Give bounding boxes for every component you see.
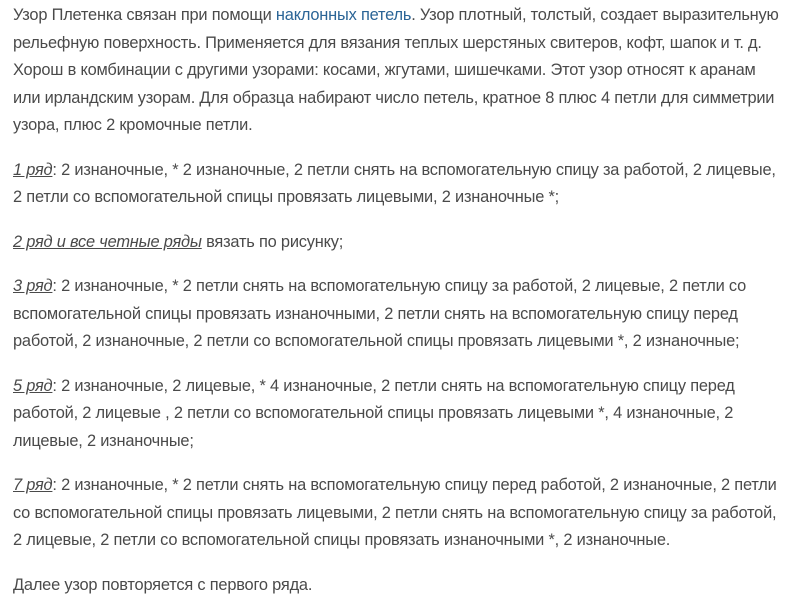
row-5-instructions: : 2 изнаночные, 2 лицевые, * 4 изнаночные, 2 петли снять на вспомогательную спицу перед работой, 2 лицевые , 2 петли со вспомогательной спицы провязать лицевыми *, 4 изнаночные, 2 лицевые, 2 изнаночные; xyxy=(13,376,735,450)
outro-paragraph: Далее узор повторяется с первого ряда. xyxy=(13,575,313,594)
row-7-instructions: : 2 изнаночные, * 2 петли снять на вспомогательную спицу перед работой, 2 изнаночные, 2 петли со вспомогательной спицы провязать лицевыми, 2 петли снять на вспомогательную спицу за работой, 2 лицевые, 2 петли со вспомогательной спицы провязать изнаночными *, 2 изнаночные. xyxy=(13,476,777,549)
article-body xyxy=(13,0,785,599)
row-1-paragraph xyxy=(13,157,785,212)
row-2-paragraph xyxy=(13,229,785,257)
row-2-label: 2 ряд и все четные ряды xyxy=(13,232,202,251)
row-2-instructions: вязать по рисунку; xyxy=(201,232,344,251)
row-1-instructions: : 2 изнаночные, * 2 изнаночные, 2 петли снять на вспомогательную спицу за работой, 2 лицевые, 2 петли со вспомогательной спицы провязать лицевыми, 2 изнаночные *; xyxy=(13,160,776,206)
row-3-label: 3 ряд xyxy=(13,277,53,295)
intro-paragraph xyxy=(13,2,785,140)
row-5-label: 5 ряд xyxy=(13,376,53,395)
inclined-loops-link[interactable]: наклонных петель xyxy=(275,6,412,24)
row-1-label: 1 ряд xyxy=(13,160,53,179)
row-3-instructions: : 2 изнаночные, * 2 петли снять на вспомогательную спицу за работой, 2 лицевые, 2 петли со вспомогательной спицы провязать изнаночными, 2 петли снять на вспомогательную спицу перед работой, 2 изнаночные, 2 петли со вспомогательной спицы провязать лицевыми *, 2 изнаночные; xyxy=(13,277,746,350)
row-7-label: 7 ряд xyxy=(13,476,53,494)
intro-text-after-link: . Узор плотный, толстый, создает выразительную рельефную поверхность. Применяется для вязания теплых шерстяных свитеров, кофт, шапок и т. д. Хорош в комбинации с другими узорами: косами, жгутами, шишечками. Этот узор относят к аранам или ирландским узорам. Для образца набирают число петель, кратное 8 плюс 4 петли для симметрии узора, плюс 2 кромочные петли. xyxy=(13,6,779,134)
row-7-paragraph xyxy=(13,472,785,555)
row-3-paragraph xyxy=(13,273,785,356)
intro-text-before-link: Узор Плетенка связан при помощи xyxy=(13,6,276,24)
row-5-paragraph xyxy=(13,373,785,456)
